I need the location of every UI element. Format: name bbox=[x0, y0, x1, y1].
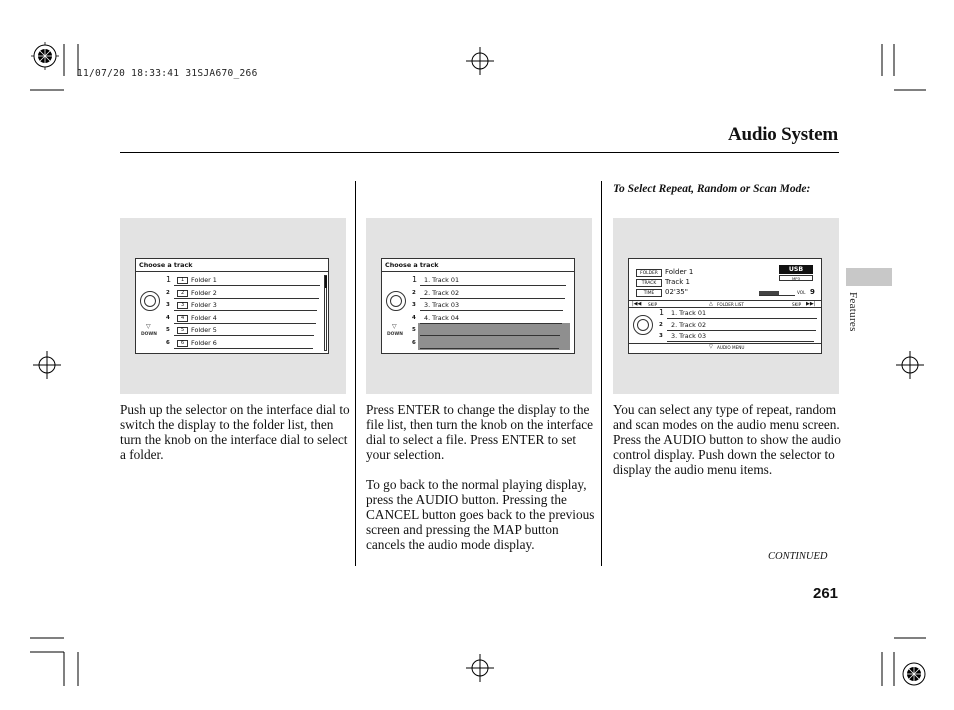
row-number: 3 bbox=[166, 302, 170, 308]
down-label: DOWN bbox=[141, 332, 157, 337]
track-value: Track 1 bbox=[665, 278, 690, 286]
folder-value: Folder 1 bbox=[665, 268, 694, 276]
folder-icon: 1 bbox=[177, 277, 188, 284]
row-number: 2 bbox=[659, 321, 663, 328]
list-item-label: 2. Track 02 bbox=[671, 320, 707, 329]
list-item[interactable] bbox=[174, 275, 320, 286]
screen-track-list bbox=[381, 258, 575, 354]
row-number: 1 bbox=[412, 275, 418, 284]
folder-list-label: FOLDER LIST bbox=[717, 301, 744, 307]
row-number: 3 bbox=[659, 333, 663, 339]
subheading: To Select Repeat, Random or Scan Mode: bbox=[613, 183, 811, 195]
column-left-text bbox=[120, 402, 350, 462]
continued-label: CONTINUED bbox=[768, 551, 828, 562]
skip-right-label: SKIP bbox=[792, 301, 802, 307]
screen-folder-list bbox=[135, 258, 329, 354]
row-number: 5 bbox=[166, 327, 170, 333]
interface-dial-icon bbox=[386, 291, 406, 311]
interface-dial-icon bbox=[140, 291, 160, 311]
column-right-text bbox=[613, 402, 841, 477]
figure-track-list bbox=[366, 218, 592, 394]
registration-starburst-icon bbox=[31, 42, 59, 70]
row-number: 6 bbox=[412, 339, 416, 346]
list-item-label: Folder 6 bbox=[191, 338, 217, 347]
paragraph: Push up the selector on the interface dial to switch the display to the folder list, then turn the knob on the interface dial to select a folder. bbox=[120, 402, 350, 462]
figure-audio-control bbox=[613, 218, 839, 394]
list-item-label: 4. Track 04 bbox=[424, 313, 460, 322]
list-item-label: Folder 4 bbox=[191, 313, 217, 322]
print-stamp: 11/07/20 18:33:41 31SJA670_266 bbox=[77, 68, 258, 79]
column-divider bbox=[601, 181, 602, 566]
scrollbar bbox=[324, 275, 327, 351]
list-item[interactable] bbox=[667, 331, 814, 342]
down-arrow-icon: ▽ bbox=[709, 344, 713, 350]
vol-value: 9 bbox=[810, 288, 815, 296]
header-rule bbox=[120, 152, 839, 153]
paragraph: You can select any type of repeat, random and scan modes on the audio menu screen. Press the AUDIO button to show the audio control display. Push down the selector to display the audio menu items. bbox=[613, 402, 841, 477]
down-label: DOWN bbox=[387, 332, 403, 337]
screen-audio-control bbox=[628, 258, 822, 354]
screen-title: Choose a track bbox=[385, 261, 439, 269]
paragraph: To go back to the normal playing display, press the AUDIO button. Pressing the CANCEL button goes back to the previous screen and pressing the MAP button cancels the audio mode display. bbox=[366, 477, 595, 552]
list-item[interactable] bbox=[420, 338, 559, 349]
row-number: 5 bbox=[412, 327, 416, 333]
row-number: 1 bbox=[659, 308, 665, 317]
up-arrow-icon: △ bbox=[709, 301, 713, 307]
row-number: 3 bbox=[412, 302, 416, 308]
section-tab bbox=[846, 268, 892, 286]
list-item[interactable] bbox=[174, 300, 317, 311]
list-item[interactable] bbox=[174, 313, 316, 324]
list-item[interactable] bbox=[667, 320, 816, 331]
column-divider bbox=[355, 181, 356, 566]
folder-icon: 2 bbox=[177, 290, 188, 297]
folder-icon: 5 bbox=[177, 327, 188, 334]
down-arrow-icon: ▽ bbox=[392, 323, 397, 330]
row-number: 2 bbox=[412, 289, 416, 296]
list-item-label: 3. Track 03 bbox=[424, 301, 460, 309]
column-middle-text bbox=[366, 402, 596, 552]
skip-forward-icon: ▶▶| bbox=[806, 301, 816, 307]
list-item-label: Folder 1 bbox=[191, 276, 217, 284]
registration-starburst-icon bbox=[903, 663, 925, 685]
skip-left-label: SKIP bbox=[648, 301, 658, 307]
list-item[interactable] bbox=[420, 275, 566, 286]
figure-folder-list bbox=[120, 218, 346, 394]
list-item-label: Folder 3 bbox=[191, 301, 217, 309]
paragraph: Press ENTER to change the display to the file list, then turn the knob on the interface dial to select a file. Press ENTER to set your selection. bbox=[366, 402, 594, 462]
list-item[interactable] bbox=[420, 288, 565, 299]
folder-tag: FOLDER bbox=[636, 269, 662, 277]
list-item[interactable] bbox=[420, 313, 562, 324]
vol-label: VOL bbox=[797, 290, 806, 295]
section-label: Features bbox=[847, 292, 859, 332]
down-arrow-icon: ▽ bbox=[146, 323, 151, 330]
list-item[interactable] bbox=[174, 338, 313, 349]
list-item-label: Folder 2 bbox=[191, 288, 217, 297]
list-item[interactable] bbox=[667, 308, 817, 319]
page-title: Audio System bbox=[727, 124, 838, 145]
list-item-label: 3. Track 03 bbox=[671, 332, 707, 340]
format-badge: MP3 bbox=[779, 275, 813, 281]
row-number: 1 bbox=[166, 275, 172, 284]
row-number: 4 bbox=[412, 314, 416, 321]
time-tag: TIME bbox=[636, 289, 662, 297]
row-number: 6 bbox=[166, 339, 170, 346]
skip-back-icon: |◀◀ bbox=[632, 301, 642, 307]
track-tag: TRACK bbox=[636, 279, 662, 287]
list-item[interactable] bbox=[420, 300, 563, 311]
list-item-label: Folder 5 bbox=[191, 326, 217, 334]
page-number: 261 bbox=[813, 585, 839, 602]
folder-icon: 3 bbox=[177, 302, 188, 309]
row-number: 2 bbox=[166, 289, 170, 296]
volume-bar bbox=[759, 292, 795, 296]
screen-title: Choose a track bbox=[139, 261, 193, 269]
row-number: 4 bbox=[166, 314, 170, 321]
list-item[interactable] bbox=[174, 288, 319, 299]
source-badge: USB bbox=[779, 265, 813, 274]
list-item-label: 1. Track 01 bbox=[671, 309, 707, 317]
list-item-label: 2. Track 02 bbox=[424, 288, 460, 297]
folder-icon: 6 bbox=[177, 340, 188, 347]
folder-icon: 4 bbox=[177, 315, 188, 322]
list-item[interactable] bbox=[174, 325, 314, 336]
audio-menu-label: AUDIO MENU bbox=[717, 344, 745, 350]
list-item-label: 1. Track 01 bbox=[424, 276, 460, 284]
list-item[interactable] bbox=[420, 325, 560, 336]
time-value: 02'35" bbox=[665, 288, 688, 296]
interface-dial-icon bbox=[633, 315, 653, 335]
